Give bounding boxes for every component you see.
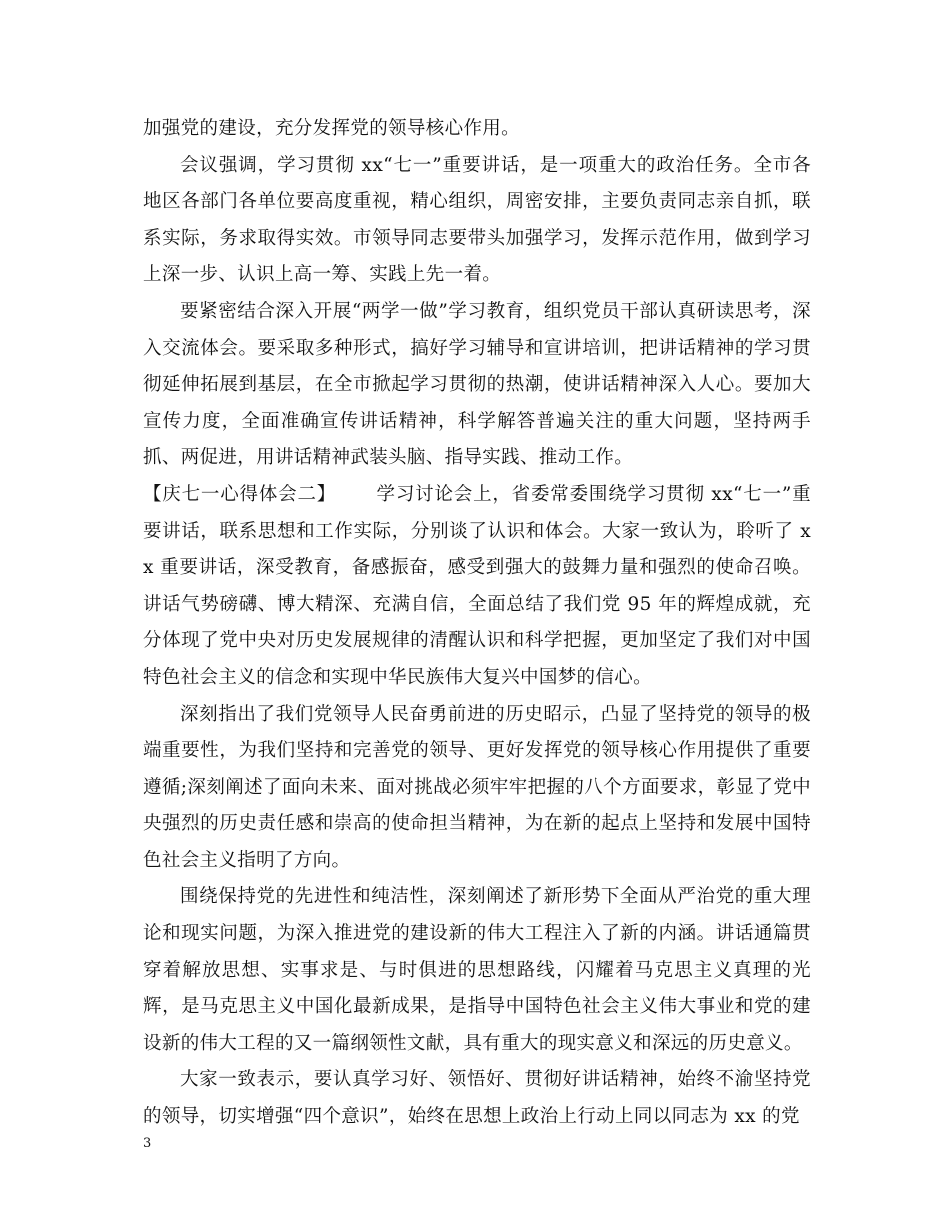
paragraph-1: 加强党的建设，充分发挥党的领导核心作用。 (143, 118, 521, 139)
paragraph-4 (143, 477, 811, 697)
paragraph-5: 深刻指出了我们党领导人民奋勇前进的历史昭示，凸显了坚持党的领导的极端重要性，为我们坚持和完善党的领导、更好发挥党的领导核心作用提供了重要遵循;深刻阐述了面向未来、面对挑战必须牢牢把握的八个方面要求，彰显了党中央强烈的历史责任感和崇高的使命担当精神，为在新的起点上坚持和发展中国特色社会主义指明了方向。 (143, 703, 811, 871)
paragraph-2: 会议强调，学习贯彻 xx“七一”重要讲话，是一项重大的政治任务。全市各地区各部门各单位要高度重视，精心组织，周密安排，主要负责同志亲自抓，联系实际，务求取得实效。市领导同志要带头加强学习，发挥示范作用，做到学习上深一步、认识上高一筹、实践上先一着。 (143, 154, 811, 286)
paragraph-7: 大家一致表示，要认真学习好、领悟好、贯彻好讲话精神，始终不渝坚持党的领导，切实增强“四个意识”，始终在思想上政治上行动上同以同志为 xx 的党 (143, 1069, 811, 1128)
page-number: 3 (143, 1136, 152, 1151)
paragraph-6: 围绕保持党的先进性和纯洁性，深刻阐述了新形势下全面从严治党的重大理论和现实问题，为深入推进党的建设新的伟大工程注入了新的内涵。讲话通篇贯穿着解放思想、实事求是、与时俱进的思想路线，闪耀着马克思主义真理的光辉，是马克思主义中国化最新成果，是指导中国特色社会主义伟大事业和党的建设新的伟大工程的又一篇纲领性文献，具有重大的现实意义和深远的历史意义。 (143, 886, 811, 1054)
paragraph-3: 要紧密结合深入开展“两学一做”学习教育，组织党员干部认真研读思考，深入交流体会。要采取多种形式，搞好学习辅导和宣讲培训，把讲话精神的学习贯彻延伸拓展到基层，在全市掀起学习贯彻的热潮，使讲话精神深入人心。要加大宣传力度，全面准确宣传讲话精神，科学解答普遍关注的重大问题，坚持两手抓、两促进，用讲话精神武装头脑、指导实践、推动工作。 (143, 300, 811, 469)
paragraph-4-text: 学习讨论会上，省委常委围绕学习贯彻 xx“七一”重要讲话，联系思想和工作实际，分别谈了认识和体会。大家一致认为，聆听了 xx 重要讲话，深受教育，备感振奋，感受到强大的鼓舞力量和强烈的使命召唤。讲话气势磅礴、博大精深、充满自信，全面总结了我们党 95 年的辉煌成就，充分体现了党中央对历史发展规律的清醒认识和科学把握，更加坚定了我们对中国特色社会主义的信念和实现中华民族伟大复兴中国梦的信心。 (143, 483, 811, 688)
section-heading: 【庆七一心得体会二】 (143, 483, 337, 505)
document-body (143, 111, 811, 1136)
